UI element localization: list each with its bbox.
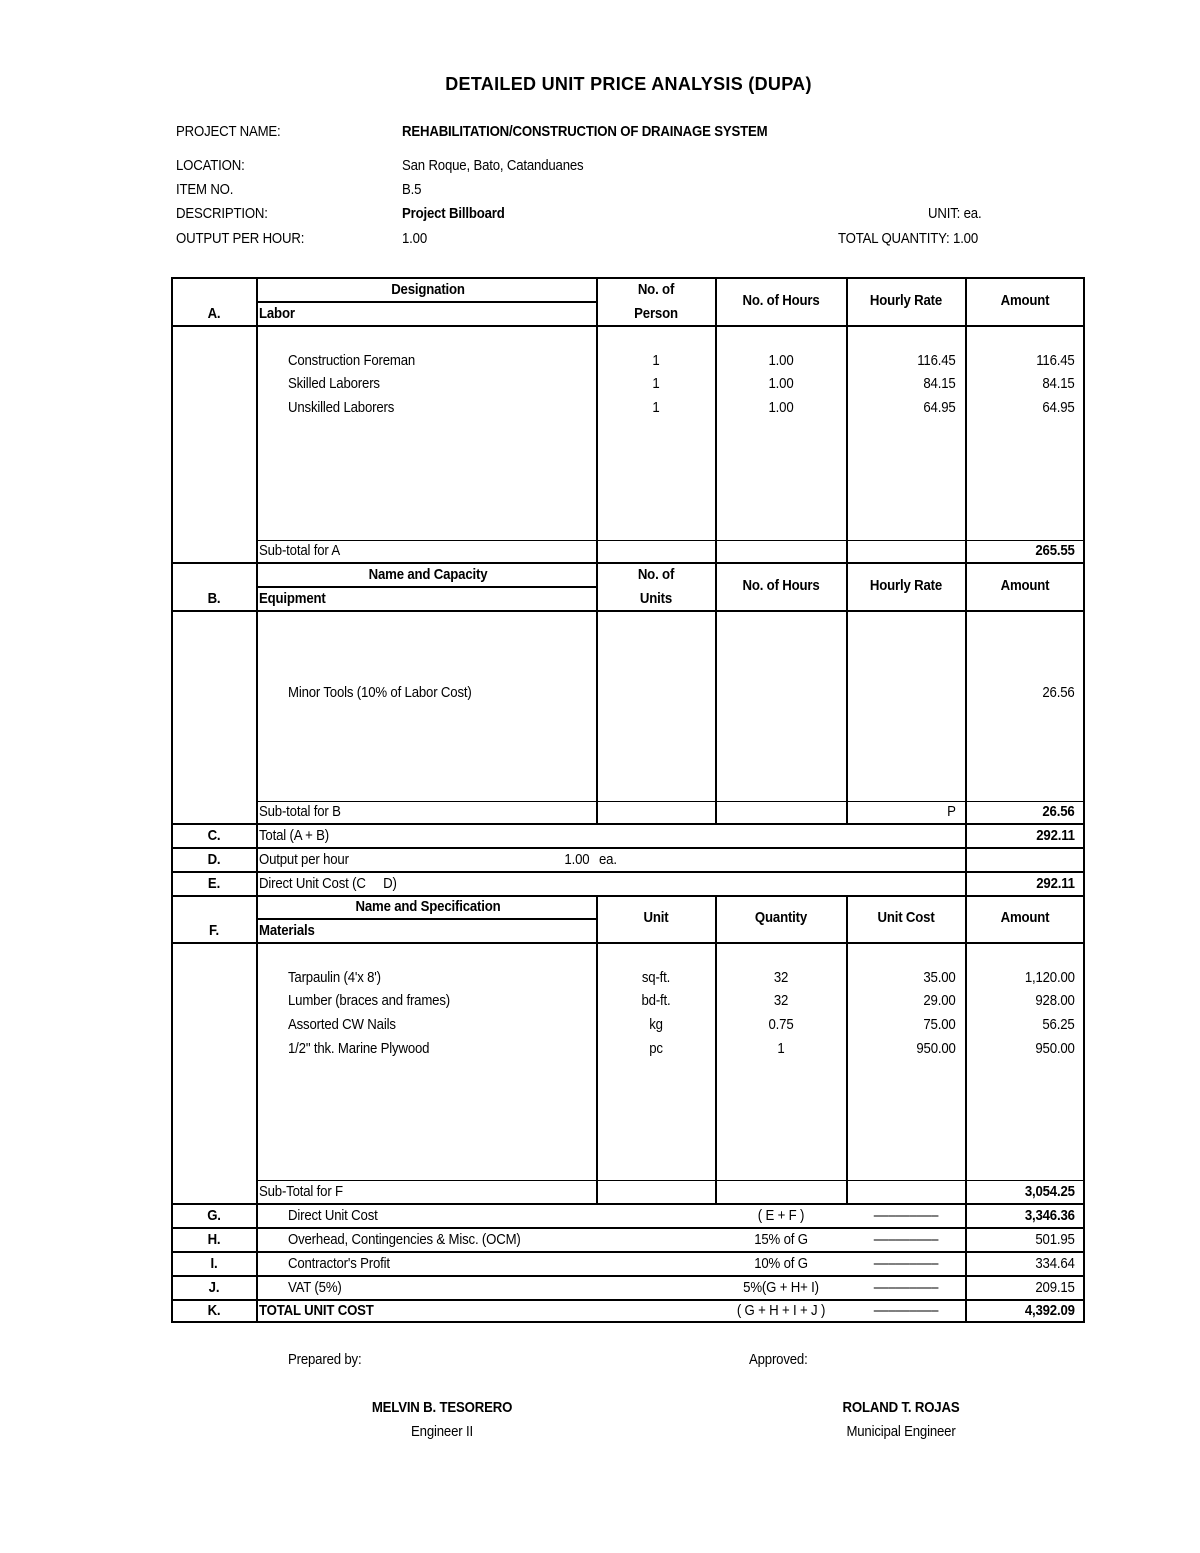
- labor-category: Labor: [259, 305, 295, 322]
- material-unit: sq-ft.: [641, 969, 671, 986]
- labor-no: 1: [652, 399, 660, 416]
- equipment-subtotal-prefix: P: [947, 803, 956, 820]
- labor-subtotal: 265.55: [1035, 542, 1075, 559]
- equipment-col-amount: Amount: [1000, 577, 1050, 594]
- material-qty: 32: [773, 992, 789, 1009]
- approved-label: Approved:: [749, 1351, 808, 1368]
- equipment-col-hours: No. of Hours: [742, 577, 820, 594]
- unit-text: UNIT: ea.: [928, 205, 982, 222]
- materials-category: Materials: [259, 922, 315, 939]
- material-cost: 29.00: [923, 992, 956, 1009]
- labor-rate: 64.95: [923, 399, 956, 416]
- summary-dash: –––––––––: [873, 1302, 939, 1319]
- summary-dash: –––––––––: [873, 1231, 939, 1248]
- labor-amount: 84.15: [1042, 375, 1075, 392]
- equipment-subtotal: 26.56: [1042, 803, 1075, 820]
- equipment-category: Equipment: [259, 590, 326, 607]
- e-letter: E.: [207, 875, 221, 892]
- summary-value: 501.95: [1035, 1231, 1075, 1248]
- material-name: Tarpaulin (4'x 8'): [288, 969, 381, 986]
- item-value: B.5: [402, 181, 422, 198]
- approver-name: ROLAND T. ROJAS: [842, 1399, 960, 1416]
- e-value: 292.11: [1036, 875, 1075, 892]
- d-value: 1.00: [564, 851, 589, 868]
- preparer-title: Engineer II: [411, 1423, 473, 1440]
- equipment-col-no-line2: Units: [639, 590, 673, 607]
- material-cost: 35.00: [923, 969, 956, 986]
- summary-value: 209.15: [1035, 1279, 1075, 1296]
- summary-value: 4,392.09: [1025, 1302, 1075, 1319]
- material-unit: kg: [649, 1016, 663, 1033]
- equipment-letter: B.: [207, 590, 221, 607]
- summary-dash: –––––––––: [873, 1207, 939, 1224]
- labor-amount: 116.45: [1036, 352, 1075, 369]
- material-name: Lumber (braces and frames): [288, 992, 450, 1009]
- summary-value: 334.64: [1035, 1255, 1075, 1272]
- material-cost: 950.00: [916, 1040, 956, 1057]
- summary-letter: J.: [208, 1279, 220, 1296]
- output-value: 1.00: [402, 230, 427, 247]
- summary-value: 3,346.36: [1025, 1207, 1075, 1224]
- location-value: San Roque, Bato, Catanduanes: [402, 157, 584, 174]
- project-value: REHABILITATION/CONSTRUCTION OF DRAINAGE SYSTEM: [402, 123, 768, 140]
- summary-formula: ( E + F ): [757, 1207, 805, 1224]
- output-label: OUTPUT PER HOUR:: [176, 230, 305, 247]
- page-title: DETAILED UNIT PRICE ANALYSIS (DUPA): [445, 74, 812, 94]
- materials-col-qty: Quantity: [754, 909, 808, 926]
- materials-col-unit: Unit: [643, 909, 669, 926]
- total-quantity-text: TOTAL QUANTITY: 1.00: [838, 230, 979, 247]
- material-amount: 928.00: [1035, 992, 1075, 1009]
- materials-subtotal-label: Sub-Total for F: [259, 1183, 343, 1200]
- labor-name: Skilled Laborers: [288, 375, 380, 392]
- material-amount: 56.25: [1042, 1016, 1075, 1033]
- materials-designation-header: Name and Specification: [355, 898, 501, 915]
- description-label: DESCRIPTION:: [176, 205, 268, 222]
- approver-title: Municipal Engineer: [846, 1423, 956, 1440]
- material-unit: bd-ft.: [641, 992, 671, 1009]
- preparer-name: MELVIN B. TESORERO: [371, 1399, 513, 1416]
- e-label: Direct Unit Cost (C D): [259, 875, 397, 892]
- summary-formula: ( G + H + I + J ): [736, 1302, 826, 1319]
- material-qty: 32: [773, 969, 789, 986]
- summary-label: VAT (5%): [288, 1279, 342, 1296]
- equipment-col-rate: Hourly Rate: [869, 577, 943, 594]
- materials-col-cost: Unit Cost: [877, 909, 935, 926]
- material-qty: 0.75: [768, 1016, 794, 1033]
- labor-col-no-line2: Person: [634, 305, 678, 322]
- c-letter: C.: [207, 827, 221, 844]
- labor-no: 1: [652, 352, 660, 369]
- labor-no: 1: [652, 375, 660, 392]
- labor-hours: 1.00: [768, 375, 794, 392]
- summary-dash: –––––––––: [873, 1255, 939, 1272]
- location-label: LOCATION:: [176, 157, 245, 174]
- material-qty: 1: [777, 1040, 785, 1057]
- prepared-label: Prepared by:: [288, 1351, 362, 1368]
- d-label: Output per hour: [259, 851, 349, 868]
- project-label: PROJECT NAME:: [176, 123, 281, 140]
- c-value: 292.11: [1036, 827, 1075, 844]
- labor-rate: 84.15: [923, 375, 956, 392]
- material-cost: 75.00: [923, 1016, 956, 1033]
- labor-col-no-line1: No. of: [637, 281, 675, 298]
- summary-letter: I.: [210, 1255, 218, 1272]
- equipment-amount: 26.56: [1042, 684, 1075, 701]
- labor-designation-header: Designation: [391, 281, 465, 298]
- equipment-col-no-line1: No. of: [637, 566, 675, 583]
- labor-col-hours: No. of Hours: [742, 292, 820, 309]
- d-unit: ea.: [599, 851, 617, 868]
- labor-hours: 1.00: [768, 352, 794, 369]
- labor-subtotal-label: Sub-total for A: [259, 542, 341, 559]
- equipment-name: Minor Tools (10% of Labor Cost): [288, 684, 472, 701]
- summary-label: Overhead, Contingencies & Misc. (OCM): [288, 1231, 521, 1248]
- materials-subtotal: 3,054.25: [1025, 1183, 1075, 1200]
- labor-col-rate: Hourly Rate: [869, 292, 943, 309]
- labor-hours: 1.00: [768, 399, 794, 416]
- summary-formula: 10% of G: [754, 1255, 808, 1272]
- materials-col-amount: Amount: [1000, 909, 1050, 926]
- material-name: Assorted CW Nails: [288, 1016, 396, 1033]
- summary-letter: G.: [207, 1207, 221, 1224]
- summary-formula: 15% of G: [754, 1231, 808, 1248]
- labor-amount: 64.95: [1042, 399, 1075, 416]
- material-unit: pc: [649, 1040, 663, 1057]
- item-label: ITEM NO.: [176, 181, 234, 198]
- summary-dash: –––––––––: [873, 1279, 939, 1296]
- summary-formula: 5%(G + H+ I): [743, 1279, 819, 1296]
- material-amount: 950.00: [1035, 1040, 1075, 1057]
- labor-letter: A.: [207, 305, 221, 322]
- d-letter: D.: [207, 851, 221, 868]
- equipment-subtotal-label: Sub-total for B: [259, 803, 341, 820]
- summary-letter: K.: [207, 1302, 221, 1319]
- labor-rate: 116.45: [917, 352, 956, 369]
- equipment-designation-header: Name and Capacity: [368, 566, 488, 583]
- materials-letter: F.: [209, 922, 219, 939]
- c-label: Total (A + B): [259, 827, 329, 844]
- description-value: Project Billboard: [402, 205, 505, 222]
- summary-label: TOTAL UNIT COST: [259, 1302, 374, 1319]
- summary-label: Direct Unit Cost: [288, 1207, 378, 1224]
- material-name: 1/2" thk. Marine Plywood: [288, 1040, 430, 1057]
- labor-name: Unskilled Laborers: [288, 399, 395, 416]
- summary-letter: H.: [207, 1231, 221, 1248]
- labor-col-amount: Amount: [1000, 292, 1050, 309]
- labor-name: Construction Foreman: [288, 352, 416, 369]
- material-amount: 1,120.00: [1025, 969, 1075, 986]
- summary-label: Contractor's Profit: [288, 1255, 390, 1272]
